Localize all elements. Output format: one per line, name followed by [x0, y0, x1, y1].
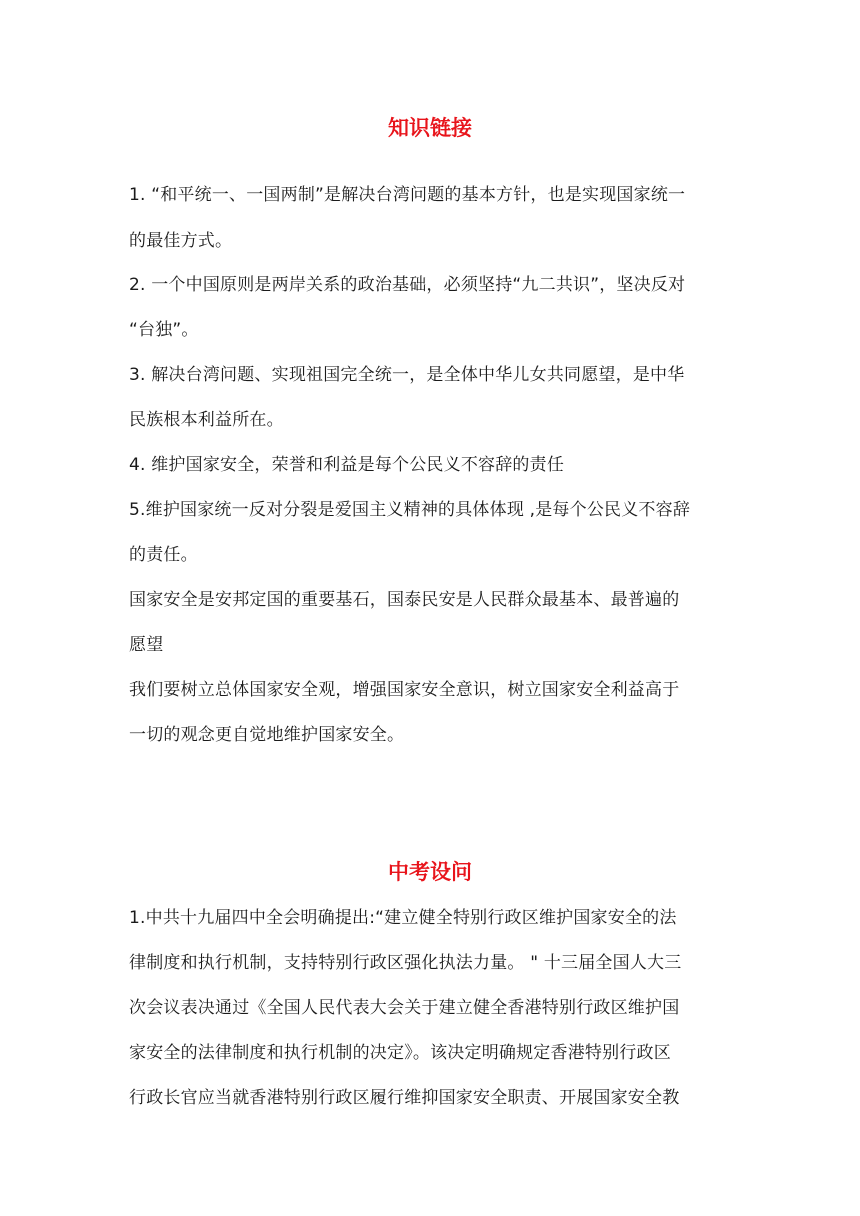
- knowledge-line-5: 3. 解决台湾问题、实现祖国完全统一，是全体中华儿女共同愿望，是中华: [129, 365, 685, 385]
- exam-line-2: 律制度和执行机制，支持特别行政区强化执法力量。 " 十三届全国人大三: [129, 953, 682, 973]
- knowledge-line-3: 2. 一个中国原则是两岸关系的政治基础，必须坚持“九二共识”，坚决反对: [129, 275, 686, 295]
- knowledge-line-4: “台独”。: [129, 320, 199, 340]
- exam-line-1: 1.中共十九届四中全会明确提出:“建立健全特别行政区维护国家安全的法: [129, 908, 677, 928]
- knowledge-line-2: 的最佳方式。: [129, 231, 233, 251]
- knowledge-line-7: 4. 维护国家安全，荣誉和利益是每个公民义不容辞的责任: [129, 455, 565, 475]
- knowledge-line-13: 一切的观念更自觉地维护国家安全。: [129, 725, 405, 745]
- exam-line-3: 次会议表决通过《全国人民代表大会关于建立健全香港特别行政区维护国: [129, 998, 680, 1018]
- knowledge-line-9: 的责任。: [129, 545, 198, 565]
- section-title-exam-questions: 中考设问: [388, 860, 472, 884]
- knowledge-line-11: 愿望: [129, 635, 164, 655]
- knowledge-line-1: 1. “和平统一、一国两制”是解决台湾问题的基本方针，也是实现国家统一: [129, 185, 686, 205]
- knowledge-line-8: 5.维护国家统一反对分裂是爱国主义精神的具体体现 ,是每个公民义不容辞: [129, 500, 691, 520]
- exam-line-4: 家安全的法律制度和执行机制的决定》。该决定明确规定香港特别行政区: [129, 1043, 671, 1063]
- exam-line-5: 行政长官应当就香港特别行政区履行维抑国家安全职责、开展国家安全教: [129, 1088, 680, 1108]
- knowledge-line-12: 我们要树立总体国家安全观，增强国家安全意识，树立国家安全利益高于: [129, 680, 680, 700]
- section-title-knowledge-links: 知识链接: [388, 116, 472, 140]
- knowledge-line-6: 民族根本利益所在。: [129, 410, 284, 430]
- knowledge-line-10: 国家安全是安邦定国的重要基石，国泰民安是人民群众最基本、最普遍的: [129, 590, 680, 610]
